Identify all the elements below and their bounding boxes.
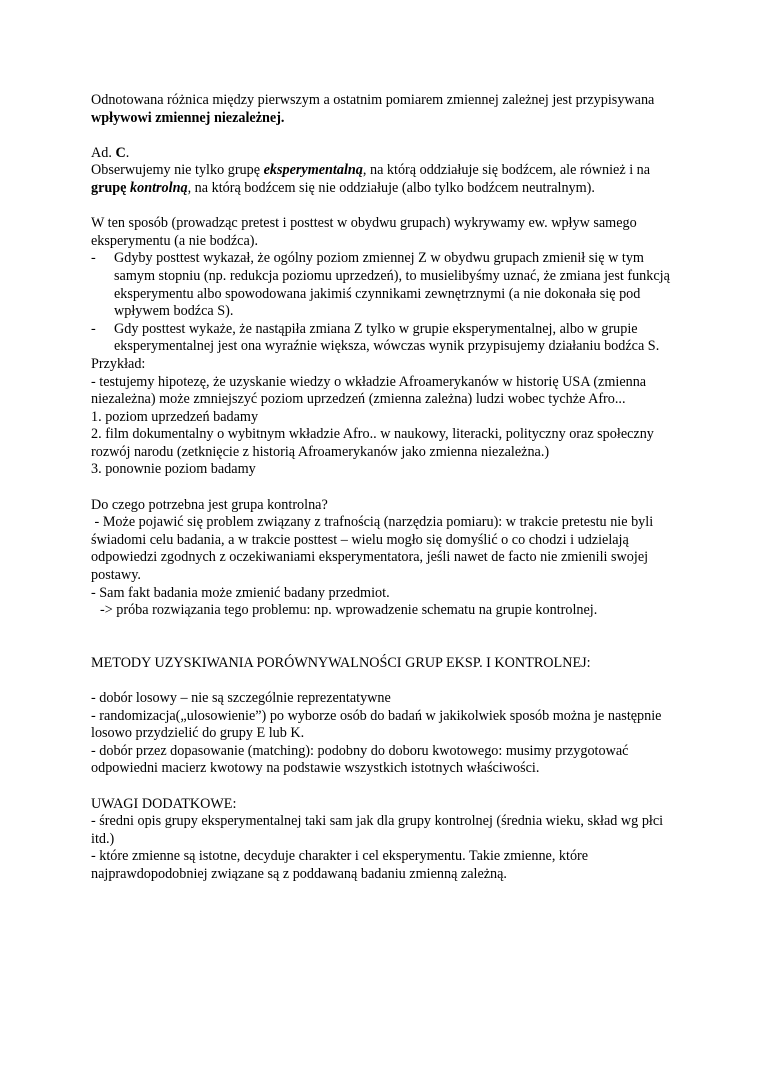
control-group-answer: -> próba rozwiązania tego problemu: np. wprowadzenie schematu na grupie kontrolnej. bbox=[100, 602, 598, 619]
example-step: 3. ponownie poziom badamy bbox=[91, 461, 256, 478]
ad-c-text-a: Obserwujemy nie tylko grupę bbox=[91, 162, 264, 179]
example-step: 2. film dokumentalny o wybitnym wkładzie Afro.. w naukowy, literacki, polityczny oraz społeczny rozwój narodu (zetknięcie z historią Afroamerykanów jako zmienna niezależna.) bbox=[91, 426, 654, 460]
pretest-paragraph: W ten sposób (prowadząc pretest i posttest w obydwu grupach) wykrywamy ew. wpływ samego eksperymentu (a nie bodźca). bbox=[91, 215, 637, 249]
ad-c-suffix: . bbox=[125, 144, 130, 161]
methods-heading: METODY UZYSKIWANIA PORÓWNYWALNOŚCI GRUP EKSP. I KONTROLNEJ: bbox=[91, 654, 591, 671]
methods-item: - dobór przez dopasowanie (matching): podobny do doboru kwotowego: musimy przygotować odpowiedni macierz kwotowy na podstawie wszystkich istotnych właściwości. bbox=[91, 742, 629, 777]
ad-c-prefix: Ad. bbox=[91, 144, 116, 161]
bullet-text: Gdy posttest wykaże, że nastąpiła zmiana Z tylko w grupie eksperymentalnej, albo w grupie eksperymentalnej jest ona wyraźnie większa, wówczas wynik przypisujemy działaniu bodźca S. bbox=[114, 320, 660, 355]
control-group-answer: - Sam fakt badania może zmienić badany przedmiot. bbox=[91, 584, 390, 601]
intro-paragraph bbox=[91, 92, 681, 127]
bullet-item bbox=[91, 250, 681, 320]
bullet-text: Gdyby posttest wykazał, że ogólny poziom zmiennej Z w obydwu grupach zmienił się w tym samym stopniu (np. redukcja poziomu uprzedzeń), to musielibyśmy uznać, że zmiana jest funkcją eksperymentu albo spowodowana jakimiś czynnikami zewnętrznymi (a nie dokonała się pod wpływem bodźca S). bbox=[114, 250, 670, 320]
example-step: 1. poziom uprzedzeń badamy bbox=[91, 408, 259, 425]
term-grupe: grupę bbox=[91, 179, 131, 196]
document-body bbox=[91, 92, 681, 884]
remarks-heading: UWAGI DODATKOWE: bbox=[91, 795, 237, 812]
ad-c-text-c: , na którą bodźcem się nie oddziałuje (albo tylko bodźcem neutralnym). bbox=[187, 179, 595, 196]
ad-c-text-b: , na którą oddziałuje się bodźcem, ale również i na bbox=[362, 162, 651, 179]
bullet-dash: - bbox=[91, 320, 96, 337]
bullet-item bbox=[91, 321, 681, 356]
ad-c-paragraph bbox=[91, 162, 681, 197]
example-heading: Przykład: bbox=[91, 355, 146, 372]
ad-c-letter: C bbox=[115, 144, 126, 161]
remarks-item: - które zmienne są istotne, decyduje charakter i cel eksperymentu. Takie zmienne, które najprawdopodobniej związane są z poddawaną badaniu zmienną zależną. bbox=[91, 848, 589, 882]
methods-item: - randomizacja(„ulosowienie”) po wyborze osób do badań w jakikolwiek sposób można je następnie losowo przydzielić do grupy E lub K. bbox=[91, 707, 662, 742]
term-kontrolna: kontrolną bbox=[130, 179, 188, 196]
methods-item: - dobór losowy – nie są szczególnie reprezentatywne bbox=[91, 690, 391, 706]
term-eksperymentalna: eksperymentalną bbox=[263, 162, 363, 179]
example-intro: - testujemy hipotezę, że uzyskanie wiedzy o wkładzie Afroamerykanów w historię USA (zmienna niezależna) może zmniejszyć poziom uprzedzeń (zmienna zależna) ludzi wobec tychże Afro... bbox=[91, 373, 647, 408]
control-group-answer: - Może pojawić się problem związany z trafnością (narzędzia pomiaru): w trakcie pretestu nie byli świadomi celu badania, a w trakcie posttest – wielu mogło się domyślić o co chodzi i udzielają odpowiedzi zgodnych z oczekiwaniami eksperymentatora, jeśli nawet de facto nie zmienili swojej postawy. bbox=[91, 514, 657, 584]
bullet-dash: - bbox=[91, 250, 96, 267]
remarks-item: - średni opis grupy eksperymentalnej taki sam jak dla grupy kontrolnej (średnia wieku, skład wg płci itd.) bbox=[91, 813, 664, 847]
intro-bold-text: wpływowi zmiennej niezależnej. bbox=[91, 109, 285, 126]
ad-c-heading bbox=[91, 145, 681, 163]
control-group-question: Do czego potrzebna jest grupa kontrolna? bbox=[91, 496, 328, 513]
intro-text: Odnotowana różnica między pierwszym a ostatnim pomiarem zmiennej zależnej jest przypisywana bbox=[91, 92, 655, 108]
